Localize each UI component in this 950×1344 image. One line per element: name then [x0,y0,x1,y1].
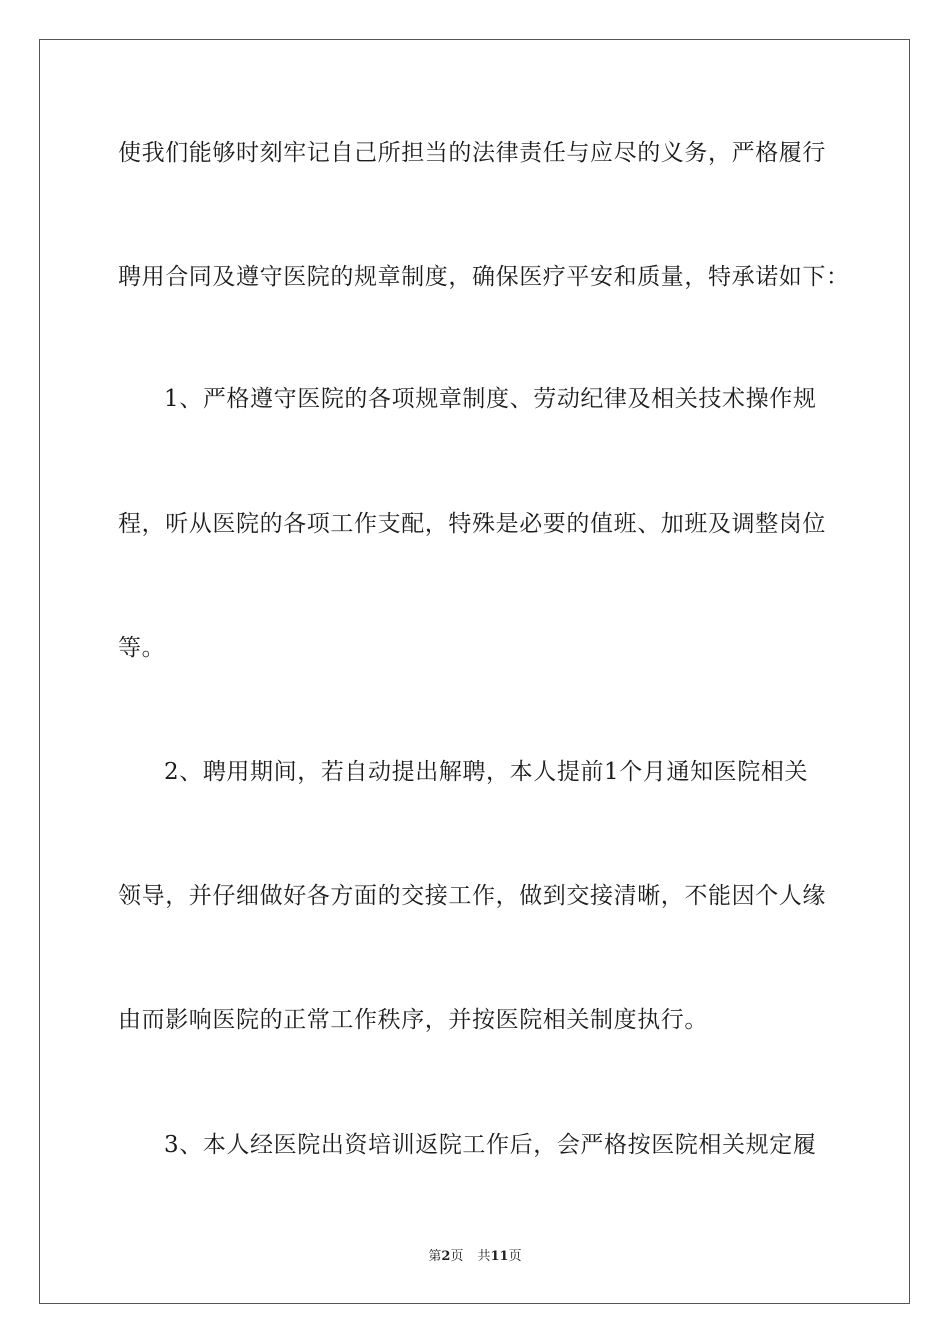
body-text-line: 领导，并仔细做好各方面的交接工作，做到交接清晰，不能因个人缘 [118,883,826,909]
body-text-line: 程，听从医院的各项工作支配，特殊是必要的值班、加班及调整岗位 [118,511,826,537]
body-text-line: 等。 [118,635,166,661]
page-border [39,39,910,1304]
total-prefix: 共 [477,1249,491,1264]
body-text-line: 3、本人经医院出资培训返院工作后，会严格按医院相关规定履 [164,1132,817,1158]
page-suffix: 页 [450,1249,464,1264]
body-text-line: 2、聘用期间，若自动提出解聘，本人提前1个月通知医院相关 [164,759,809,785]
body-text-line: 使我们能够时刻牢记自己所担当的法律责任与应尽的义务，严格履行 [118,140,826,166]
total-suffix: 页 [508,1249,522,1264]
body-text-line: 聘用合同及遵守医院的规章制度，确保医疗平安和质量，特承诺如下： [118,264,850,290]
page-prefix: 第 [428,1249,442,1264]
body-text-line: 由而影响医院的正常工作秩序，并按医院相关制度执行。 [118,1007,708,1033]
total-pages: 11 [490,1249,509,1264]
body-text-line: 1、严格遵守医院的各项规章制度、劳动纪律及相关技术操作规 [164,386,817,412]
page-footer [0,1248,950,1266]
page-number: 2 [441,1249,451,1264]
